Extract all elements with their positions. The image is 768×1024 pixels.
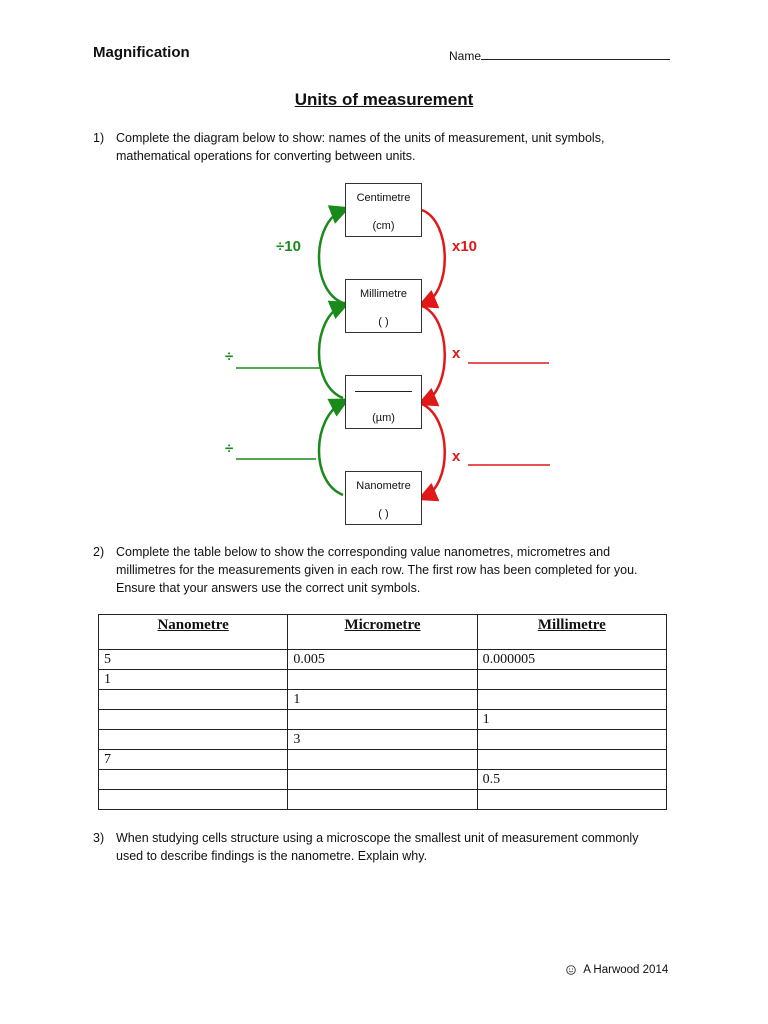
table-cell[interactable]: 1 — [288, 690, 477, 710]
name-label: Name — [449, 49, 482, 63]
column-header: Micrometre — [288, 615, 477, 650]
table-cell[interactable]: 7 — [99, 750, 288, 770]
table-row — [99, 650, 667, 670]
table-cell[interactable] — [477, 750, 666, 770]
unit-name: Centimetre — [356, 192, 411, 204]
worksheet-topic: Magnification — [93, 44, 190, 61]
multiply-label: x10 — [452, 238, 478, 255]
table-cell[interactable] — [288, 710, 477, 730]
divide-arrow — [319, 210, 343, 303]
unit-name: Millimetre — [359, 288, 408, 300]
table-cell[interactable] — [288, 670, 477, 690]
multiply-arrow — [422, 306, 445, 402]
unit-symbol: (cm) — [372, 220, 395, 232]
divide-arrow — [319, 402, 343, 495]
question-number: 2) — [93, 545, 105, 559]
table-cell: 0.005 — [288, 650, 477, 670]
divide-label: ÷ — [225, 348, 234, 365]
table-row — [99, 730, 667, 750]
column-header: Nanometre — [99, 615, 288, 650]
table-cell[interactable] — [288, 770, 477, 790]
question-text: Complete the table below to show the corresponding value nanometres, micrometres and millimetres for the measurements given in each row. The first row has been completed for you. Ensure that your answers use the correct unit symbols. — [116, 545, 638, 595]
question-text: When studying cells structure using a microscope the smallest unit of measurement commonly used to describe findings is the nanometre. Explain why. — [116, 831, 639, 863]
unit-name: Nanometre — [356, 480, 411, 492]
question-number: 1) — [93, 131, 105, 145]
table-cell[interactable] — [477, 690, 666, 710]
unit-box-nanometre — [345, 471, 422, 525]
conversion-table — [98, 614, 667, 810]
table-cell[interactable] — [288, 750, 477, 770]
smiley-icon — [566, 965, 576, 978]
table-cell[interactable] — [99, 710, 288, 730]
table-row — [99, 770, 667, 790]
question-2 — [93, 543, 653, 597]
multiply-label: x — [452, 448, 461, 465]
table-row — [99, 690, 667, 710]
divide-label: ÷10 — [276, 238, 301, 255]
question-text: Complete the diagram below to show: names of the units of measurement, unit symbols, mathematical operations for converting between units. — [116, 131, 605, 163]
unit-symbol-blank[interactable]: ( ) — [378, 508, 389, 520]
multiply-arrow — [422, 210, 445, 304]
table-cell[interactable]: 0.5 — [477, 770, 666, 790]
table-header-row — [99, 615, 667, 650]
table-cell[interactable] — [288, 790, 477, 810]
unit-box-micrometre — [345, 375, 422, 429]
unit-name-blank-line[interactable] — [355, 391, 412, 392]
copyright-footer — [566, 964, 668, 978]
table-cell[interactable] — [99, 730, 288, 750]
column-header: Millimetre — [477, 615, 666, 650]
divide-arrow — [319, 305, 343, 398]
table-cell[interactable] — [99, 770, 288, 790]
table-row — [99, 750, 667, 770]
table-cell[interactable] — [477, 790, 666, 810]
table-cell[interactable]: 1 — [99, 670, 288, 690]
table-cell[interactable]: 1 — [477, 710, 666, 730]
table-cell: 0.000005 — [477, 650, 666, 670]
table-cell[interactable]: 3 — [288, 730, 477, 750]
table-row — [99, 670, 667, 690]
multiply-arrow — [422, 404, 445, 497]
multiply-label: x — [452, 345, 461, 362]
question-3 — [93, 829, 653, 865]
unit-symbol: (µm) — [372, 412, 395, 424]
table-row — [99, 790, 667, 810]
table-cell[interactable] — [477, 730, 666, 750]
table-row — [99, 710, 667, 730]
table-cell[interactable] — [99, 790, 288, 810]
question-number: 3) — [93, 831, 105, 845]
footer-text: A Harwood 2014 — [583, 964, 669, 976]
unit-box-centimetre — [345, 183, 422, 237]
divide-label: ÷ — [225, 440, 234, 457]
table-cell[interactable] — [99, 690, 288, 710]
table-cell[interactable] — [477, 670, 666, 690]
table-cell: 5 — [99, 650, 288, 670]
unit-symbol-blank[interactable]: ( ) — [378, 316, 389, 328]
page-title: Units of measurement — [294, 90, 474, 109]
unit-box-millimetre — [345, 279, 422, 333]
